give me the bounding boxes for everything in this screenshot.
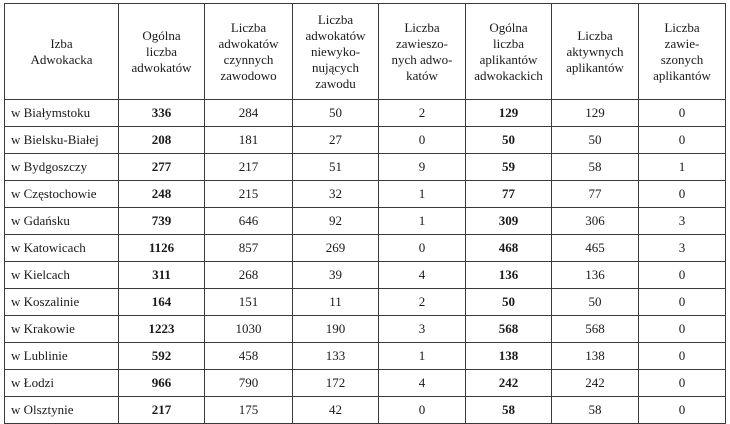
cell-bar-name: w Kielcach [5, 262, 119, 289]
cell-total-trainees: 50 [466, 289, 552, 316]
cell-suspended-trainees: 0 [639, 316, 726, 343]
header-cell-suspended-trainees: Liczba zawie- szonych aplikantów [639, 4, 726, 100]
cell-total-lawyers: 592 [119, 343, 205, 370]
cell-active-trainees: 138 [552, 343, 639, 370]
table-row [5, 397, 726, 424]
cell-bar-name: w Białymstoku [5, 100, 119, 127]
header-cell-active-lawyers: Liczba adwokatów czynnych zawodowo [205, 4, 293, 100]
table-row [5, 181, 726, 208]
table-row [5, 235, 726, 262]
cell-total-lawyers: 966 [119, 370, 205, 397]
cell-suspended-trainees: 0 [639, 100, 726, 127]
cell-bar-name: w Lublinie [5, 343, 119, 370]
cell-nonpracticing-lawyers: 92 [293, 208, 379, 235]
cell-active-lawyers: 284 [205, 100, 293, 127]
table-row [5, 289, 726, 316]
table-row [5, 154, 726, 181]
cell-active-trainees: 58 [552, 397, 639, 424]
cell-active-lawyers: 181 [205, 127, 293, 154]
cell-active-trainees: 50 [552, 127, 639, 154]
cell-total-trainees: 568 [466, 316, 552, 343]
header-row [5, 4, 726, 100]
cell-nonpracticing-lawyers: 50 [293, 100, 379, 127]
table-row [5, 262, 726, 289]
cell-bar-name: w Olsztynie [5, 397, 119, 424]
cell-total-lawyers: 1223 [119, 316, 205, 343]
cell-suspended-lawyers: 1 [379, 181, 466, 208]
cell-active-trainees: 77 [552, 181, 639, 208]
cell-suspended-trainees: 0 [639, 397, 726, 424]
table-row [5, 127, 726, 154]
cell-active-trainees: 129 [552, 100, 639, 127]
cell-total-lawyers: 217 [119, 397, 205, 424]
cell-nonpracticing-lawyers: 32 [293, 181, 379, 208]
cell-nonpracticing-lawyers: 51 [293, 154, 379, 181]
cell-total-lawyers: 208 [119, 127, 205, 154]
cell-suspended-lawyers: 2 [379, 289, 466, 316]
header-cell-suspended-lawyers: Liczba zawieszo- nych adwo- katów [379, 4, 466, 100]
cell-total-lawyers: 311 [119, 262, 205, 289]
cell-nonpracticing-lawyers: 172 [293, 370, 379, 397]
cell-bar-name: w Katowicach [5, 235, 119, 262]
cell-active-lawyers: 646 [205, 208, 293, 235]
cell-nonpracticing-lawyers: 39 [293, 262, 379, 289]
cell-active-trainees: 136 [552, 262, 639, 289]
cell-total-lawyers: 739 [119, 208, 205, 235]
cell-total-trainees: 129 [466, 100, 552, 127]
cell-active-trainees: 58 [552, 154, 639, 181]
cell-total-trainees: 50 [466, 127, 552, 154]
cell-suspended-lawyers: 0 [379, 235, 466, 262]
cell-suspended-lawyers: 1 [379, 343, 466, 370]
cell-active-trainees: 306 [552, 208, 639, 235]
header-cell-nonpracticing-lawyers: Liczba adwokatów niewyko- nujących zawodu [293, 4, 379, 100]
cell-nonpracticing-lawyers: 133 [293, 343, 379, 370]
table-row [5, 316, 726, 343]
cell-bar-name: w Łodzi [5, 370, 119, 397]
cell-active-trainees: 465 [552, 235, 639, 262]
table-row [5, 208, 726, 235]
cell-suspended-lawyers: 4 [379, 370, 466, 397]
cell-suspended-trainees: 0 [639, 127, 726, 154]
cell-bar-name: w Częstochowie [5, 181, 119, 208]
cell-nonpracticing-lawyers: 190 [293, 316, 379, 343]
table-row [5, 370, 726, 397]
header-cell-total-lawyers: Ogólna liczba adwokatów [119, 4, 205, 100]
cell-suspended-trainees: 3 [639, 208, 726, 235]
header-cell-bar: Izba Adwokacka [5, 4, 119, 100]
cell-suspended-trainees: 0 [639, 181, 726, 208]
cell-suspended-lawyers: 4 [379, 262, 466, 289]
cell-suspended-lawyers: 9 [379, 154, 466, 181]
cell-active-lawyers: 857 [205, 235, 293, 262]
cell-suspended-trainees: 0 [639, 343, 726, 370]
cell-total-trainees: 468 [466, 235, 552, 262]
cell-bar-name: w Bydgoszczy [5, 154, 119, 181]
cell-total-trainees: 309 [466, 208, 552, 235]
cell-suspended-trainees: 3 [639, 235, 726, 262]
table-row [5, 343, 726, 370]
cell-active-trainees: 242 [552, 370, 639, 397]
cell-active-lawyers: 175 [205, 397, 293, 424]
header-cell-active-trainees: Liczba aktywnych aplikantów [552, 4, 639, 100]
header-cell-total-trainees: Ogólna liczba aplikantów adwokackich [466, 4, 552, 100]
cell-active-lawyers: 268 [205, 262, 293, 289]
cell-suspended-lawyers: 1 [379, 208, 466, 235]
cell-active-trainees: 568 [552, 316, 639, 343]
cell-bar-name: w Gdańsku [5, 208, 119, 235]
table-container [4, 3, 726, 424]
cell-nonpracticing-lawyers: 42 [293, 397, 379, 424]
cell-active-lawyers: 215 [205, 181, 293, 208]
cell-bar-name: w Krakowie [5, 316, 119, 343]
cell-suspended-trainees: 0 [639, 370, 726, 397]
cell-suspended-lawyers: 0 [379, 397, 466, 424]
cell-suspended-lawyers: 0 [379, 127, 466, 154]
cell-total-trainees: 242 [466, 370, 552, 397]
cell-total-lawyers: 1126 [119, 235, 205, 262]
cell-total-trainees: 59 [466, 154, 552, 181]
cell-total-lawyers: 164 [119, 289, 205, 316]
cell-active-lawyers: 1030 [205, 316, 293, 343]
cell-bar-name: w Koszalinie [5, 289, 119, 316]
table-row [5, 100, 726, 127]
cell-active-lawyers: 217 [205, 154, 293, 181]
cell-active-lawyers: 790 [205, 370, 293, 397]
cell-total-lawyers: 336 [119, 100, 205, 127]
cell-nonpracticing-lawyers: 269 [293, 235, 379, 262]
cell-suspended-lawyers: 2 [379, 100, 466, 127]
cell-suspended-trainees: 0 [639, 289, 726, 316]
cell-total-trainees: 58 [466, 397, 552, 424]
cell-active-trainees: 50 [552, 289, 639, 316]
cell-nonpracticing-lawyers: 11 [293, 289, 379, 316]
cell-total-lawyers: 248 [119, 181, 205, 208]
cell-suspended-trainees: 1 [639, 154, 726, 181]
cell-active-lawyers: 458 [205, 343, 293, 370]
cell-suspended-trainees: 0 [639, 262, 726, 289]
cell-active-lawyers: 151 [205, 289, 293, 316]
bar-statistics-table [4, 3, 726, 424]
cell-bar-name: w Bielsku-Białej [5, 127, 119, 154]
cell-total-trainees: 136 [466, 262, 552, 289]
cell-total-trainees: 77 [466, 181, 552, 208]
cell-suspended-lawyers: 3 [379, 316, 466, 343]
cell-total-lawyers: 277 [119, 154, 205, 181]
cell-nonpracticing-lawyers: 27 [293, 127, 379, 154]
cell-total-trainees: 138 [466, 343, 552, 370]
